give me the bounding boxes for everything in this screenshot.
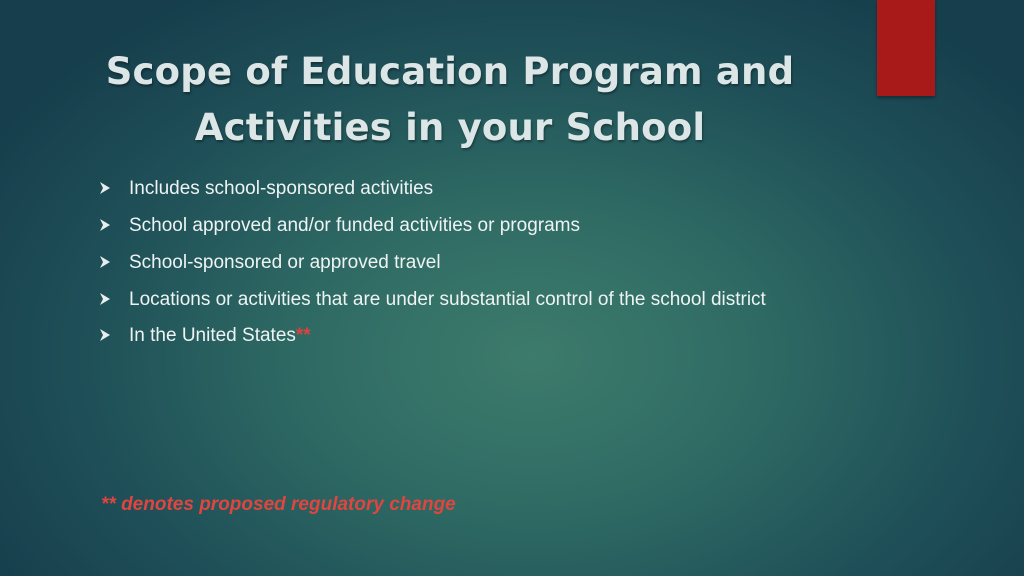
bullet-text: School approved and/or funded activities or programs — [129, 215, 580, 236]
title-line-2: Activities in your School — [194, 106, 706, 149]
footnote: ** denotes proposed regulatory change — [101, 494, 456, 515]
bullet-item — [100, 176, 800, 201]
arrowhead-bullet-icon — [100, 219, 110, 231]
arrowhead-bullet-icon — [100, 329, 110, 341]
bullet-text: Includes school-sponsored activities — [129, 178, 434, 199]
title-line-1: Scope of Education Program and — [105, 50, 795, 93]
slide-title — [60, 44, 840, 156]
bullet-item — [100, 250, 800, 275]
proposed-change-marker: ** — [295, 325, 311, 346]
bullet-item — [100, 323, 800, 348]
arrowhead-bullet-icon — [100, 256, 110, 268]
bullet-text: In the United States — [129, 325, 296, 346]
arrowhead-bullet-icon — [100, 182, 110, 194]
accent-bar — [877, 0, 935, 96]
bullet-text: School-sponsored or approved travel — [129, 252, 441, 273]
arrowhead-bullet-icon — [100, 293, 110, 305]
bullet-item — [100, 287, 800, 312]
bullet-item — [100, 213, 800, 238]
bullet-text: Locations or activities that are under substantial control of the school district — [129, 289, 766, 310]
bullet-list — [100, 176, 800, 360]
